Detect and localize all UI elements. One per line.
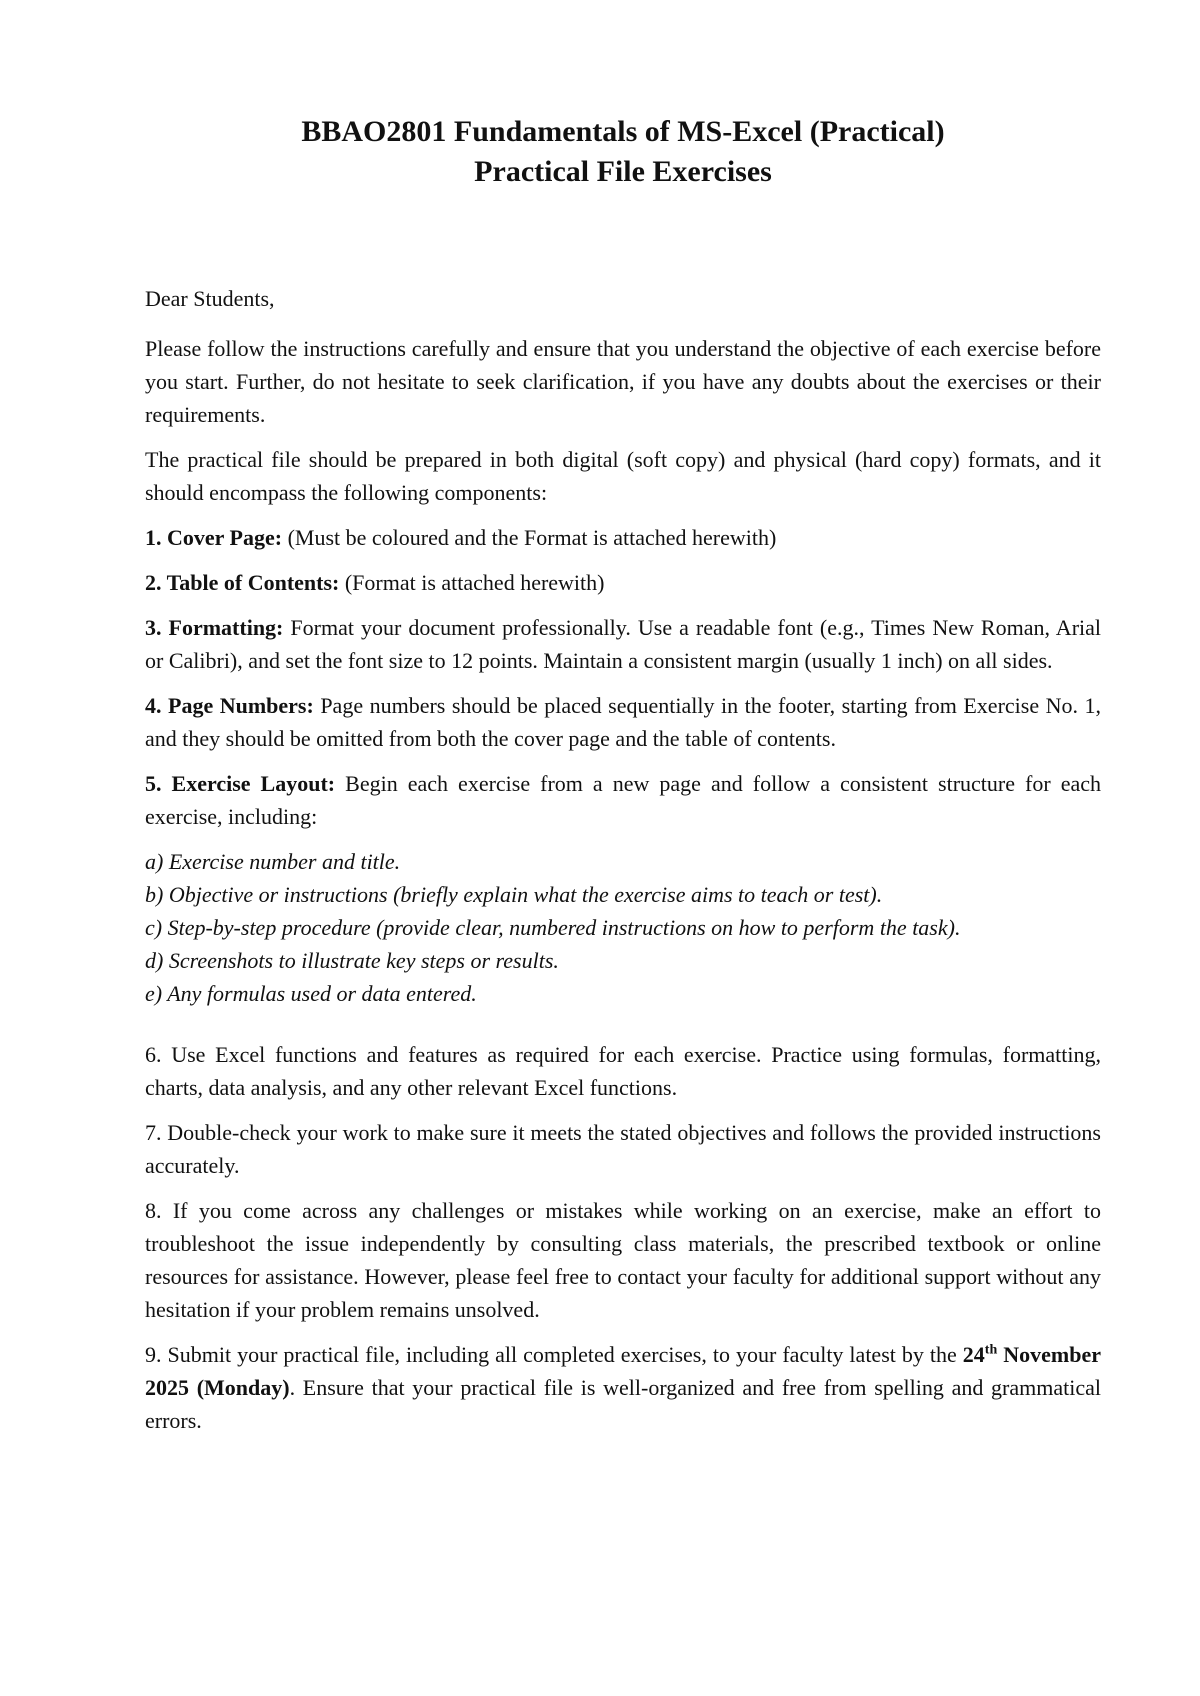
item-label: 5. Exercise Layout: — [145, 771, 336, 796]
exercise-layout-sublist — [145, 845, 1101, 1010]
document-page — [145, 112, 1101, 1449]
point-8-paragraph: 8. If you come across any challenges or mistakes while working on an exercise, make an effort to troubleshoot the issue independently by consulting class materials, the prescribed textbook or online resources for assistance. However, please feel free to contact your faculty for additional support without any hesitation if your problem remains unsolved. — [145, 1198, 1101, 1322]
item-page-numbers — [145, 689, 1101, 755]
item-formatting — [145, 611, 1101, 677]
item-text: (Must be coloured and the Format is attached herewith) — [287, 525, 777, 550]
item-table-of-contents — [145, 566, 1101, 599]
point-9-paragraph — [145, 1338, 1101, 1437]
item-exercise-layout — [145, 767, 1101, 833]
components-intro-paragraph: The practical file should be prepared in both digital (soft copy) and physical (hard copy) formats, and it should encompass the following components: — [145, 447, 1101, 505]
intro-paragraph: Please follow the instructions carefully and ensure that you understand the objective of each exercise before you start. Further, do not hesitate to seek clarification, if you have any doubts about the exercises or their requirements. — [145, 336, 1101, 427]
sublist-item: c) Step-by-step procedure (provide clear, numbered instructions on how to perform the task). — [145, 915, 961, 940]
item-label: 2. Table of Contents: — [145, 570, 340, 595]
item-label: 1. Cover Page: — [145, 525, 283, 550]
point-9-tail: . Ensure that your practical file is well-organized and free from spelling and grammatical errors. — [145, 1375, 1101, 1433]
point-6-paragraph: 6. Use Excel functions and features as required for each exercise. Practice using formulas, formatting, charts, data analysis, and any other relevant Excel functions. — [145, 1042, 1101, 1100]
sublist-item: b) Objective or instructions (briefly explain what the exercise aims to teach or test). — [145, 882, 883, 907]
item-cover-page — [145, 521, 1101, 554]
item-text: Begin each exercise from a new page and follow a consistent structure for each exercise, including: — [145, 771, 1101, 829]
deadline-day: 24 — [962, 1342, 985, 1367]
sublist-item: a) Exercise number and title. — [145, 849, 401, 874]
deadline-day-suffix: th — [984, 1342, 998, 1358]
document-title — [145, 112, 1101, 192]
item-label: 3. Formatting: — [145, 615, 284, 640]
title-line-1: BBAO2801 Fundamentals of MS-Excel (Practical) — [301, 115, 945, 148]
deadline-rest: November 2025 (Monday) — [145, 1342, 1101, 1400]
point-9-lead: 9. Submit your practical file, including all completed exercises, to your faculty latest by the — [145, 1342, 957, 1367]
item-text: Format your document professionally. Use a readable font (e.g., Times New Roman, Arial or Calibri), and set the font size to 12 points. Maintain a consistent margin (usually 1 inch) on all sides. — [145, 615, 1102, 673]
title-line-2: Practical File Exercises — [474, 155, 772, 188]
item-text: Page numbers should be placed sequentially in the footer, starting from Exercise No. 1, and they should be omitted from both the cover page and the table of contents. — [145, 693, 1101, 751]
item-label: 4. Page Numbers: — [145, 693, 314, 718]
greeting: Dear Students, — [145, 286, 275, 311]
sublist-item: e) Any formulas used or data entered. — [145, 981, 477, 1006]
sublist-item: d) Screenshots to illustrate key steps or results. — [145, 948, 559, 973]
point-7-paragraph: 7. Double-check your work to make sure it meets the stated objectives and follows the provided instructions accurately. — [145, 1120, 1101, 1178]
item-text: (Format is attached herewith) — [344, 570, 605, 595]
